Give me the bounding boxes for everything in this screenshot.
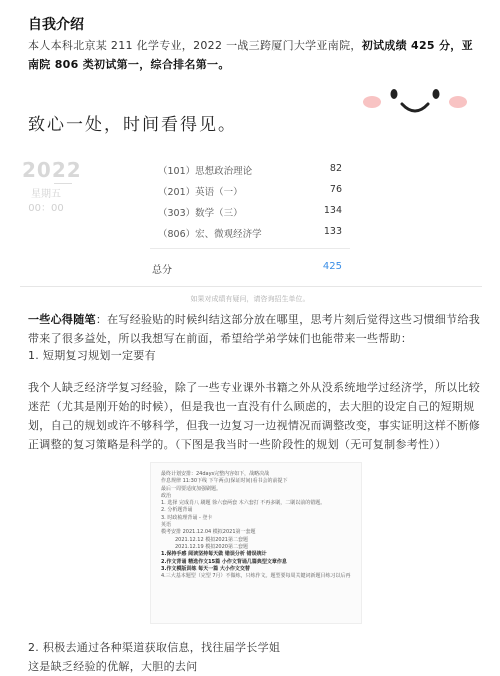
plan-line: 1.保持手感 阅读坚持每天做 错误分析 错误统计 (161, 551, 267, 558)
plan-line: 3. 时政梳理背诵 - 登卡 (161, 514, 213, 521)
plan-lines (151, 463, 361, 580)
subject-score: 133 (323, 226, 342, 237)
time: 00：00 (28, 203, 64, 214)
smiley-face-icon (350, 72, 480, 132)
plan-screenshot (150, 462, 362, 624)
subject-score: 76 (329, 184, 342, 195)
total-label: 总分 (152, 265, 172, 276)
point-1-body: 我个人缺乏经济学复习经验，除了一些专业课外书籍之外从没系统地学过经济学，所以比较迷茫（尤其是刚开始的时候），但是我也一直没有什么顾虑的，去大胆的设定自己的短期规划，自己的规划或许不够科学，但我一边复习一边视情况而调整改变，事实证明这样不断修正调整的复习策略是科学的。（下图是我当时一些阶段性的规划（无可复制参考性）） (28, 381, 480, 451)
plan-line: 2021.12.19 模拟2020第二套题 (175, 543, 248, 550)
plan-line: 4.三大基本题型（完型 7月）不做练，只练作文。题型要每周关键词新题目练习以后再 (161, 573, 351, 580)
subject-score: 134 (323, 205, 342, 216)
subject-name: （806）宏、微观经济学 (158, 229, 262, 240)
section-heading: 自我介绍 (28, 17, 84, 33)
subject-name: （201）英语（一） (158, 187, 243, 198)
intro-highlight: 初试成绩 425 分，亚南院 806 类初试第一，综合排名第一。 (28, 39, 473, 71)
subject-name: （101）思想政治理论 (158, 166, 253, 177)
plan-line: 3.作文模版训练 每天一篇 大小作文交替 (161, 565, 250, 572)
slogan: 致心一处，时间看得见。 (28, 115, 237, 135)
score-card-date (26, 188, 66, 216)
intro-paragraph (28, 36, 484, 74)
notes-text: ：在写经验贴的时候纠结这部分放在哪里，思考片刻后觉得这些习惯细节给我带来了很多益处，所以我想写在前面，希望给学弟学妹们也能带来一些帮助： (28, 313, 481, 345)
point-1-title: 1. 短期复习规划一定要有 (28, 349, 156, 362)
intro-text: 本人本科北京某 211 化学专业，2022 一战三跨厦门大学亚南院， (28, 39, 362, 52)
plan-line: 2. 分析题背诵 (161, 507, 193, 514)
plan-line: 1. 选择 完成肖八 刷题 徐六套两套 木六套打 不再多刷，二刷以前的错题。 (161, 500, 326, 507)
total-divider (150, 248, 350, 249)
point-2-tail: 这是缺乏经验的优解，大胆的去问 (28, 660, 198, 673)
plan-line: 最终计划安排：24days完整内容如下，战略决战 (161, 471, 270, 477)
plan-line: 模考安排 2021.12.04 模拟2021第一套题 (161, 529, 256, 536)
score-footnote: 如果对成绩有疑问，请咨询招生单位。 (190, 295, 310, 303)
point-2-title: 2. 积极去通过各种渠道获取信息，找往届学长学姐 (28, 641, 281, 654)
weekday: 星期五 (31, 189, 61, 200)
total-score: 425 (322, 261, 342, 272)
plan-line: 2021.12.12 模拟2021第二套题 (175, 536, 248, 543)
notes-lead: 一些心得随笔 (28, 313, 96, 326)
notes-paragraph (28, 310, 484, 348)
score-card-year: 2022 (22, 158, 82, 182)
plan-line: 最后一周要适度加强刷题。 (161, 485, 222, 492)
plan-line: 作息规律 11:30下线 下午两点(保证时间)看书会的前提下 (161, 478, 288, 485)
plan-line: 2.作文背诵 精选作文15篇 小作文背诵几篇典型文章作息 (161, 558, 287, 565)
plan-line: 政治 (161, 492, 172, 499)
year-divider (54, 183, 72, 184)
subject-score: 82 (329, 163, 342, 174)
subject-name: （303）数学（三） (158, 208, 243, 219)
plan-line: 英语 (161, 522, 172, 529)
